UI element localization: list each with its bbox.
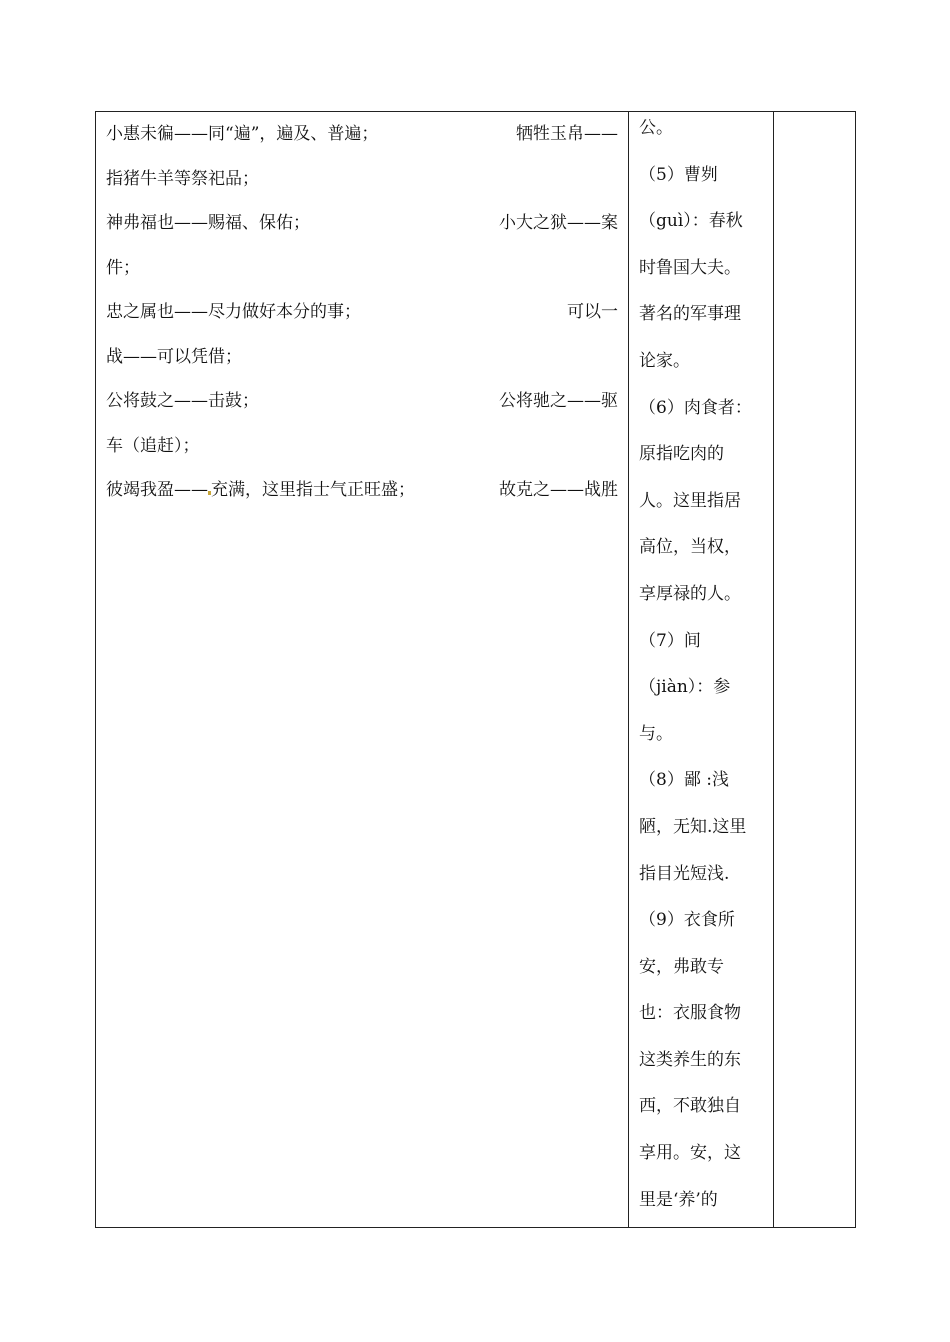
note-line: 人。这里指居 [639, 490, 741, 511]
notes-cell [639, 112, 767, 1230]
note-line: （jiàn）：参 [639, 677, 731, 698]
annotation-table [95, 111, 856, 1228]
vocab-entry: 神弗福也——赐福、保佑； [106, 213, 310, 233]
note-line: 高位，当权， [639, 537, 741, 558]
vocab-entry: 车（追赶）； [106, 435, 200, 456]
note-line: 时鲁国大夫。 [639, 257, 741, 278]
note-line: 这类养生的东 [639, 1049, 741, 1070]
vocab-entry: 公将鼓之——击鼓； [106, 391, 259, 411]
vocab-row [106, 335, 618, 380]
vocab-entry: 件； [106, 257, 140, 278]
note-line: 与。 [639, 723, 673, 744]
note-line: （8）鄙 :浅 [639, 770, 729, 791]
note-line: （guì）：春秋 [639, 211, 743, 232]
note-line: 享厚禄的人。 [639, 583, 741, 604]
note-line: 也：衣服食物 [639, 1003, 741, 1024]
vocab-entry-part: 彼竭我盈—— [106, 480, 208, 500]
column-divider [628, 112, 629, 1227]
note-line: 安，弗敢专 [639, 956, 724, 977]
vocab-row [106, 424, 618, 469]
note-line: （7）间 [639, 630, 701, 651]
note-line: 著名的军事理 [639, 304, 741, 325]
note-line: 西，不敢独自 [639, 1096, 741, 1117]
vocab-row [106, 112, 618, 157]
vocab-row [106, 201, 618, 246]
note-line: 陋，无知.这里 [639, 816, 747, 837]
column-divider [773, 112, 774, 1227]
note-line: 论家。 [639, 350, 690, 371]
vocab-entry: 指猪牛羊等祭祀品； [106, 168, 259, 189]
vocab-entry: 可以一 [567, 302, 618, 322]
note-line: （6）肉食者： [639, 397, 752, 418]
vocab-entry: 牺牲玉帛—— [516, 124, 618, 144]
vocab-row [106, 290, 618, 335]
vocab-entry [106, 468, 415, 513]
vocabulary-cell [106, 112, 618, 513]
note-line: 享用。安，这 [639, 1143, 741, 1164]
vocab-entry: 公将驰之——驱 [499, 391, 618, 411]
vocab-entry: 忠之属也——尽力做好本分的事； [106, 302, 361, 322]
vocab-row [106, 468, 618, 513]
vocab-row [106, 157, 618, 202]
vocab-entry: 小惠未徧——同“遍”，遍及、普遍； [106, 124, 379, 144]
note-line: （5）曹刿 [639, 164, 718, 185]
vocab-row [106, 246, 618, 291]
vocab-row [106, 379, 618, 424]
vocab-entry: 战——可以凭借； [106, 346, 242, 367]
note-line: 里是‘养’的 [639, 1189, 718, 1210]
note-line: 指目光短浅. [639, 863, 730, 884]
vocab-entry-part: 充满，这里指士气正旺盛； [211, 480, 415, 500]
vocab-entry: 故克之——战胜 [499, 480, 618, 500]
note-line: （9）衣食所 [639, 910, 735, 931]
vocab-entry: 小大之狱——案 [499, 213, 618, 233]
note-line: 原指吃肉的 [639, 444, 724, 465]
note-line: 公。 [639, 118, 673, 138]
